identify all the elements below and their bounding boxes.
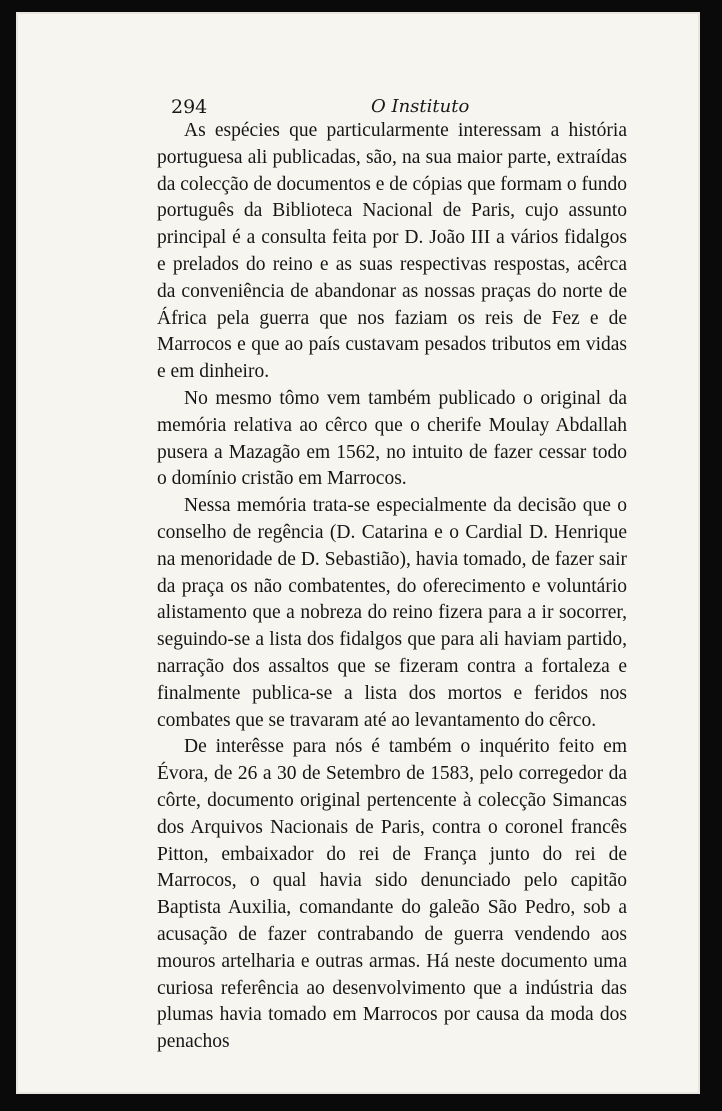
- paragraph-3: Nessa memória trata-se especialmente da decisão que o conselho de regência (D. Catarina e o Cardial D. Henrique na menoridade de D. Sebastião), havia tomado, de fazer sair da praça os não combatentes, do oferecimento e voluntário alistamento que a nobreza do reino fizera para a ir socorrer, seguindo-se a lista dos fidalgos que para ali haviam partido, narração dos assaltos que se fizeram contra a fortaleza e finalmente publica-se a lista dos mortos e feridos nos combates que se travaram até ao levantamento do cêrco.: [157, 495, 627, 731]
- paragraph-1: As espécies que particularmente interessam a história portuguesa ali publicadas, são, na sua maior parte, extraídas da colecção de documentos e de cópias que formam o fundo português da Biblioteca Nacional de Paris, cujo assunto principal é a consulta feita por D. João III a vários fidalgos e prelados do reino e as suas respectivas respostas, acêrca da conveniência de abandonar as nossas praças do norte de África pela guerra que nos faziam os reis de Fez e de Marrocos e que ao país custavam pesados tributos em vidas e em dinheiro.: [157, 120, 627, 383]
- running-title: O Instituto: [371, 96, 470, 117]
- paragraph-2: No mesmo tômo vem também publicado o original da memória relativa ao cêrco que o cherife Moulay Abdallah pusera a Mazagão em 1562, no intuito de fazer cessar todo o domínio cristão em Marrocos.: [157, 387, 627, 490]
- body-text: [157, 118, 627, 1056]
- page-number: 294: [171, 96, 208, 118]
- paragraph-4: De interêsse para nós é também o inquérito feito em Évora, de 26 a 30 de Setembro de 1583, pelo corregedor da côrte, documento original pertencente à colecção Simancas dos Arquivos Nacionais de Paris, contra o coronel francês Pitton, embaixador do rei de França junto do rei de Marrocos, o qual havia sido denunciado pelo capitão Baptista Auxilia, comandante do galeão São Pedro, sob a acusação de fazer contrabando de guerra vendendo aos mouros artelharia e outras armas. Há neste documento uma curiosa referência ao desenvolvimento que a indústria das plumas havia tomado em Marrocos por causa da moda dos penachos: [157, 736, 627, 1053]
